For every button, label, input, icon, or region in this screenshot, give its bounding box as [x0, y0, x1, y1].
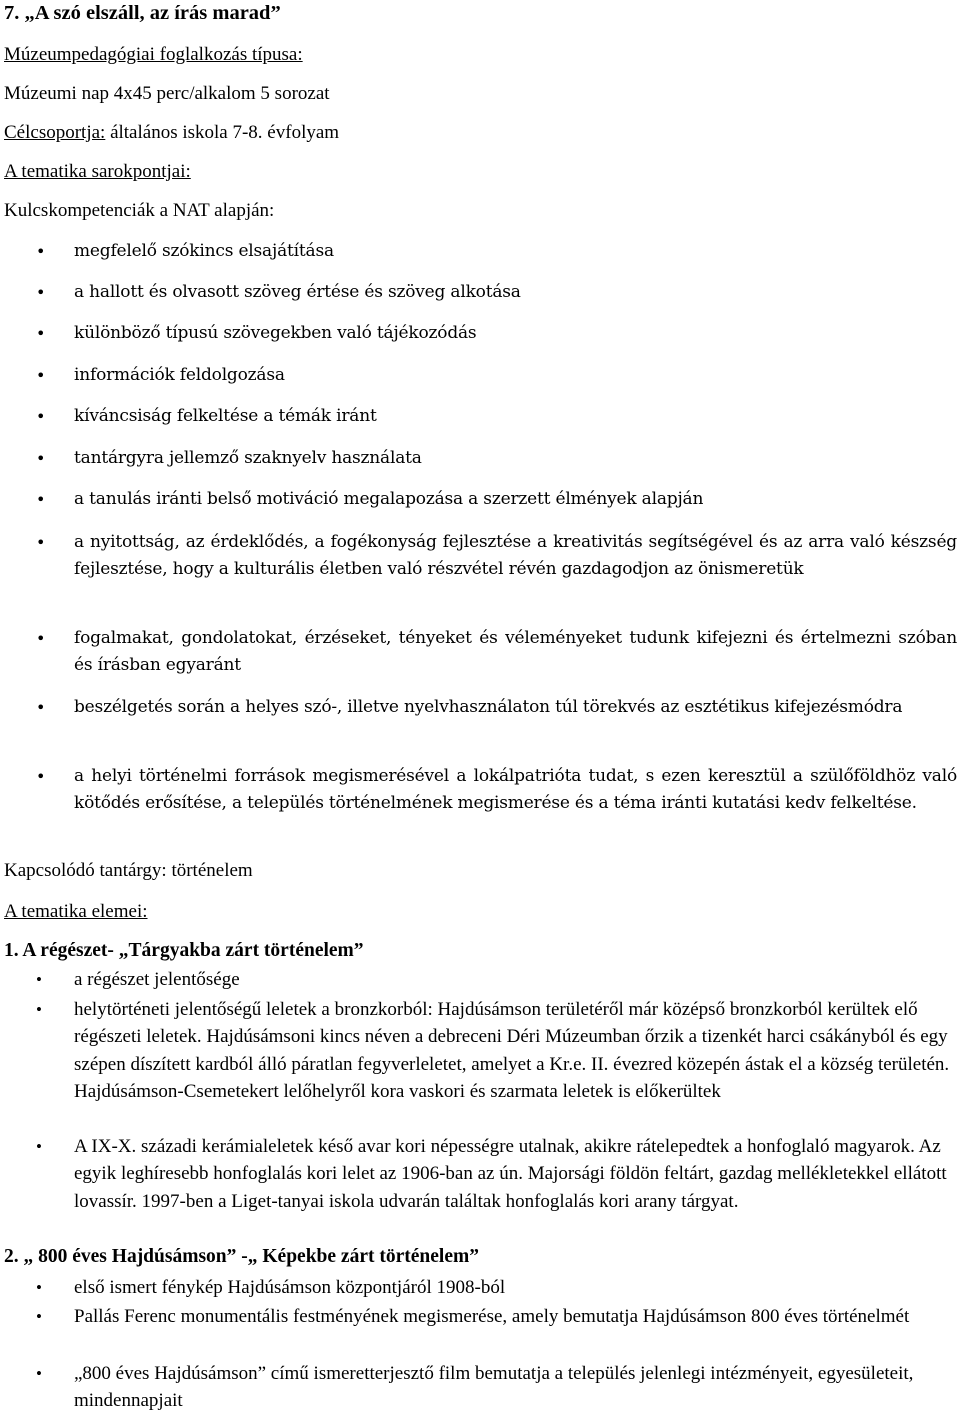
- section1-item-text: helytörténeti jelentőségű leletek a bronzkorból: Hajdúsámson területéről már középső bronzkorból kerültek elő régészeti leletek. Hajdúsámsoni kincs néven a debreceni Déri Múzeumban őrzik a tizenkét harci csákányból és egy szépen díszített kardból álló páratlan fegyverleletet, amelyet a Kr.e. II. évezred közepén ástak el a község területén. Hajdúsámson-Csemetekert lelőhelyről kora vaskori és szarmata leletek is előkerültek: [74, 999, 950, 1102]
- type-label: Múzeumpedagógiai foglalkozás típusa:: [4, 44, 303, 65]
- elements-label: A tematika elemei:: [4, 901, 148, 922]
- bullet-icon: •: [36, 1137, 42, 1156]
- bullet-icon: •: [36, 1278, 42, 1297]
- bullet-icon: •: [36, 324, 46, 343]
- bullet-icon: •: [36, 767, 46, 786]
- section1-item-text: a régészet jelentősége: [74, 969, 240, 990]
- section2-item-text: „800 éves Hajdúsámson” című ismeretterjesztő film bemutatja a település jelenlegi intézményeit, egyesületeit, mindennapjait: [74, 1363, 914, 1412]
- bullet-icon: •: [36, 698, 46, 717]
- competency-text: a helyi történelmi források megismerésével a lokálpatrióta tudat, s ezen keresztül a szülőföldhöz való kötődés erősítése, a település történelmének megismerése és a téma iránti kutatási kedv felkeltése.: [74, 766, 957, 813]
- bullet-icon: •: [36, 449, 46, 468]
- section2-item-text: Pallás Ferenc monumentális festményének megismerése, amely bemutatja Hajdúsámson 800 éves történelmét: [74, 1306, 910, 1327]
- bullet-icon: •: [36, 1364, 42, 1383]
- target-line: [4, 122, 339, 144]
- competency-text: beszélgetés során a helyes szó-, illetve nyelvhasználaton túl törekvés az esztétikus kifejezésmódra: [74, 697, 903, 717]
- section1-title: 1. A régészet- „Tárgyakba zárt történelem”: [4, 940, 364, 961]
- bullet-icon: •: [36, 407, 46, 426]
- competency-text: a tanulás iránti belső motiváció megalapozása a szerzett élmények alapján: [74, 489, 704, 509]
- bullet-icon: •: [36, 283, 46, 302]
- bullet-icon: •: [36, 490, 46, 509]
- thematic-label: A tematika sarokpontjai:: [4, 161, 191, 182]
- bullet-icon: •: [36, 242, 46, 261]
- target-value: általános iskola 7-8. évfolyam: [105, 122, 340, 143]
- competency-text: tantárgyra jellemző szaknyelv használata: [74, 448, 422, 468]
- competencies-label: Kulcskompetenciák a NAT alapján:: [4, 200, 275, 221]
- competency-text: kíváncsiság felkeltése a témák iránt: [74, 406, 377, 426]
- competency-text: különböző típusú szövegekben való tájékozódás: [74, 323, 477, 343]
- subject-line: Kapcsolódó tantárgy: történelem: [4, 860, 253, 881]
- competency-text: információk feldolgozása: [74, 365, 285, 385]
- bullet-icon: •: [36, 970, 42, 989]
- bullet-icon: •: [36, 629, 46, 648]
- competency-text: fogalmakat, gondolatokat, érzéseket, tényeket és véleményeket tudunk kifejezni és értelmezni szóban és írásban egyaránt: [74, 628, 957, 675]
- bullet-icon: •: [36, 1000, 42, 1019]
- document-title: 7. „A szó elszáll, az írás marad”: [4, 2, 281, 24]
- competency-text: megfelelő szókincs elsajátítása: [74, 241, 334, 261]
- competency-text: a nyitottság, az érdeklődés, a fogékonyság fejlesztése a kreativitás segítségével és az arra való készség fejlesztése, hogy a kulturális életben való részvétel révén gazdagodjon az önismeretük: [74, 532, 957, 579]
- bullet-icon: •: [36, 533, 46, 552]
- bullet-icon: •: [36, 1307, 42, 1326]
- section2-item-text: első ismert fénykép Hajdúsámson központjáról 1908-ból: [74, 1277, 506, 1298]
- target-label: Célcsoportja:: [4, 122, 106, 143]
- competency-text: a hallott és olvasott szöveg értése és szöveg alkotása: [74, 282, 521, 302]
- bullet-icon: •: [36, 366, 46, 385]
- museum-day-line: Múzeumi nap 4x45 perc/alkalom 5 sorozat: [4, 83, 330, 104]
- section2-title: 2. „ 800 éves Hajdúsámson” -„ Képekbe zárt történelem”: [4, 1246, 479, 1267]
- section1-item-text: A IX-X. századi kerámialeletek késő avar kori népességre utalnak, akikre rátelepedtek a honfoglaló magyarok. Az egyik leghíresebb honfoglalás kori lelet az 1906-ban az ún. Majorsági földön feltárt, gazdag mellékletekkel ellátott lovassír. 1997-ben a Liget-tanyai iskola udvarán találtak honfoglalás kori arany tárgyat.: [74, 1136, 947, 1212]
